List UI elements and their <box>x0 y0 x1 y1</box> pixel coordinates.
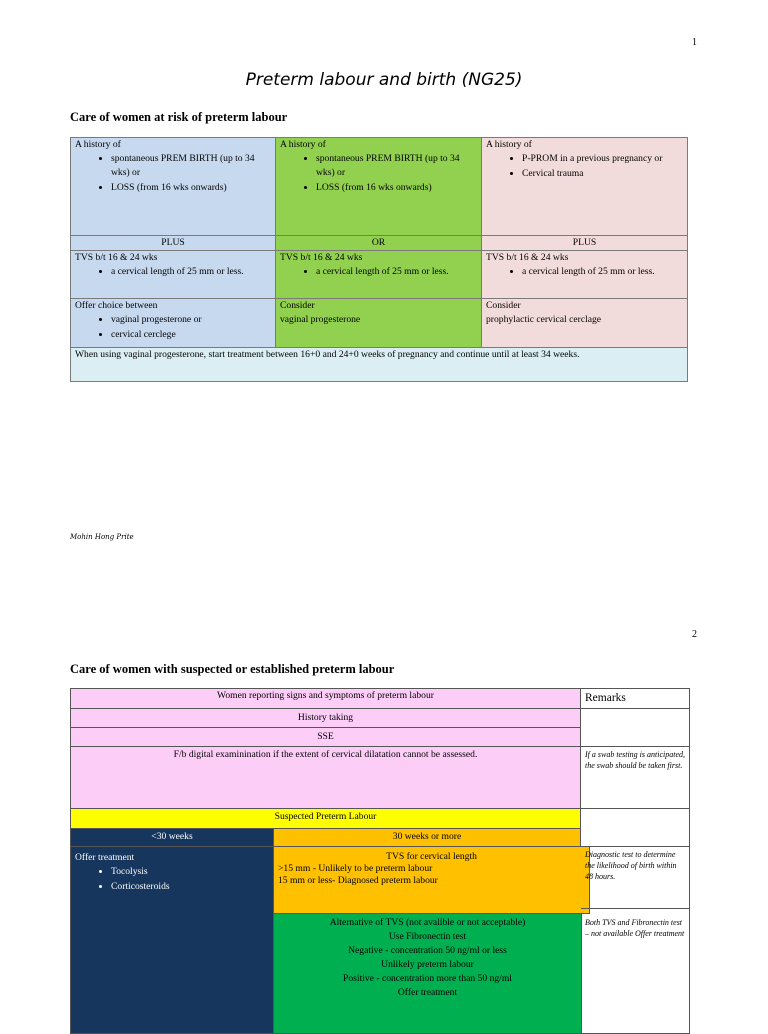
action-cell-3 <box>481 299 688 347</box>
history-row <box>70 709 690 728</box>
history-row <box>70 137 688 236</box>
list-item: • Tocolysis <box>111 865 269 879</box>
under-30-weeks: <30 weeks <box>70 829 274 847</box>
tvs-cell-1 <box>70 251 275 298</box>
action-label: Consider <box>280 300 315 311</box>
suspected-labour-cell: Suspected Preterm Labour <box>70 809 581 829</box>
alt-line: Unlikely preterm labour <box>381 959 474 971</box>
list-item: • vaginal progesterone or <box>111 313 271 327</box>
list-item: • Cervical trauma <box>522 167 683 181</box>
document-title: Preterm labour and birth (NG25) <box>245 70 523 90</box>
history-label: A history of <box>280 139 326 150</box>
tvs-line: >15 mm - Unlikely to be preterm labour <box>278 863 433 874</box>
over-30-weeks: 30 weeks or more <box>274 829 581 847</box>
history-list <box>75 152 271 195</box>
remark-swab: If a swab testing is anticipated, the swab should be taken first. <box>581 747 690 809</box>
tvs-cell-3 <box>481 251 688 298</box>
note-row <box>70 348 688 382</box>
alt-line: Alternative of TVS (not avalible or not acceptable) <box>329 917 526 929</box>
remarks-header: Remarks <box>581 688 690 709</box>
signs-row <box>70 688 690 709</box>
tvs-title: TVS for cervical length <box>386 851 477 862</box>
list-item: • cervical cerclege <box>111 328 271 342</box>
sse-cell: SSE <box>70 728 581 747</box>
action-cell-1 <box>70 299 275 347</box>
tvs-label: TVS b/t 16 & 24 wks <box>280 252 363 263</box>
digital-exam-cell: F/b digital examinination if the extent of cervical dilatation cannot be assessed. <box>70 747 581 809</box>
sse-row <box>70 728 690 747</box>
connector-plus: PLUS <box>481 236 688 250</box>
connector-row <box>70 236 688 251</box>
remark-fibronectin: Both TVS and Fibronectin test – not available Offer treatment <box>581 909 690 1034</box>
history-list <box>486 152 683 181</box>
fibronectin-cell <box>274 914 582 1034</box>
list-item: • a cervical length of 25 mm or less. <box>316 265 477 279</box>
list-item: • a cervical length of 25 mm or less. <box>111 265 271 279</box>
list-item: • LOSS (from 16 wks onwards) <box>111 181 271 195</box>
tvs-label: TVS b/t 16 & 24 wks <box>75 252 158 263</box>
signs-cell: Women reporting signs and symptoms of preterm labour <box>70 688 581 709</box>
list-item: • LOSS (from 16 wks onwards) <box>316 181 477 195</box>
tvs-cell <box>274 847 590 914</box>
section-heading-risk: Care of women at risk of preterm labour <box>70 110 288 124</box>
list-item: • spontaneous PREM BIRTH (up to 34 wks) or <box>316 152 477 180</box>
suspected-row <box>70 809 690 829</box>
tvs-cell-2 <box>275 251 481 298</box>
tvs-label: TVS b/t 16 & 24 wks <box>486 252 569 263</box>
action-text: prophylactic cervical cerclage <box>486 314 602 325</box>
treatment-row <box>70 847 690 1034</box>
list-item: • a cervical length of 25 mm or less. <box>522 265 683 279</box>
alt-line: Offer treatment <box>397 987 458 999</box>
history-label: A history of <box>486 139 532 150</box>
page-number: 1 <box>692 37 697 48</box>
risk-table <box>70 137 688 382</box>
signature: Mohin Hong Prite <box>70 533 134 541</box>
suspected-labour-table <box>70 688 690 1034</box>
section-heading-suspected: Care of women with suspected or established preterm labour <box>70 662 395 676</box>
page-number: 2 <box>692 629 697 640</box>
offer-treatment-label: Offer treatment <box>75 852 135 863</box>
digital-exam-row <box>70 747 690 809</box>
alt-line: Use Fibronectin test <box>388 931 467 943</box>
action-row <box>70 299 688 348</box>
history-list <box>280 152 477 195</box>
history-label: A history of <box>75 139 121 150</box>
tvs-line: 15 mm or less- Diagnosed preterm labour <box>278 875 438 886</box>
history-cell-1 <box>70 138 275 235</box>
action-cell-2 <box>275 299 481 347</box>
remark-tvs: Diagnostic test to determine the likelihood of birth within 48 hours. <box>581 847 690 909</box>
action-label: Offer choice between <box>75 300 158 311</box>
history-taking-cell: History taking <box>70 709 581 728</box>
connector-or: OR <box>275 236 481 250</box>
gestation-row <box>70 829 690 847</box>
offer-treatment-cell <box>70 847 274 1034</box>
progesterone-note: When using vaginal progesterone, start treatment between 16+0 and 24+0 weeks of pregnancy and continue until at least 34 weeks. <box>70 348 688 381</box>
history-cell-2 <box>275 138 481 235</box>
list-item: • P-PROM in a previous pregnancy or <box>522 152 683 166</box>
history-cell-3 <box>481 138 688 235</box>
action-label: Consider <box>486 300 521 311</box>
alt-line: Positive - concentration more than 50 ng/ml <box>343 973 512 985</box>
list-item: • spontaneous PREM BIRTH (up to 34 wks) or <box>111 152 271 180</box>
tvs-row <box>70 251 688 299</box>
connector-plus: PLUS <box>70 236 275 250</box>
action-text: vaginal progesterone <box>280 314 361 325</box>
alt-line: Negative - concentration 50 ng/ml or less <box>348 945 507 957</box>
list-item: • Corticosteroids <box>111 880 269 894</box>
